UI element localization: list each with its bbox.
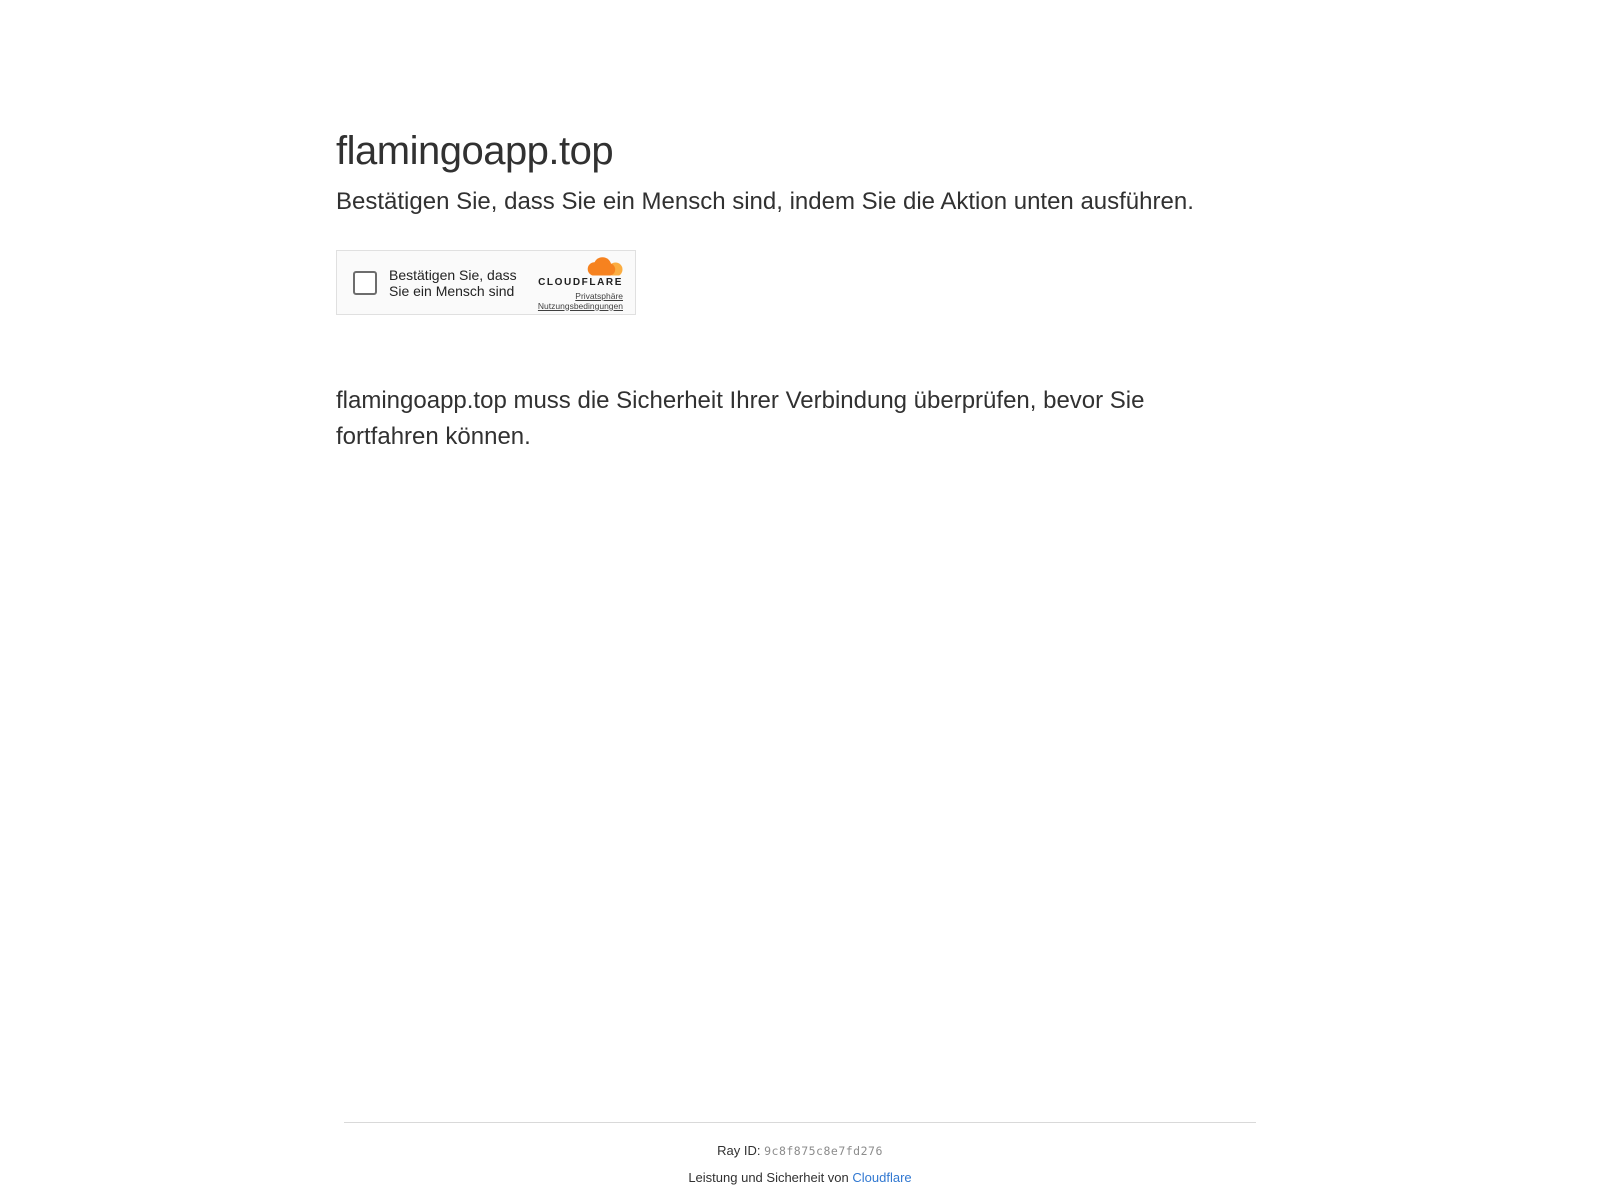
footer-divider — [344, 1122, 1256, 1123]
ray-id-value: 9c8f875c8e7fd276 — [764, 1144, 883, 1158]
terms-link[interactable]: Nutzungsbedingungen — [537, 300, 623, 311]
challenge-content — [320, 0, 1280, 455]
checkbox-label — [389, 267, 517, 299]
turnstile-widget — [336, 250, 636, 315]
ray-id-label: Ray ID: — [717, 1143, 761, 1158]
cloudflare-wordmark: CLOUDFLARE — [538, 276, 623, 288]
ray-id-line — [320, 1143, 1280, 1159]
verification-message — [336, 383, 1264, 455]
checkbox-group — [353, 267, 517, 299]
human-verification-checkbox[interactable] — [353, 271, 377, 295]
cloudflare-branding — [538, 255, 623, 311]
page-title: flamingoapp.top — [336, 129, 614, 173]
cloudflare-cloud-icon — [585, 257, 623, 276]
checkbox-label-line: Bestätigen Sie, dass — [389, 266, 517, 283]
verification-message-line: fortfahren können. — [336, 423, 531, 450]
challenge-footer — [320, 1122, 1280, 1186]
cloudflare-link[interactable]: Cloudflare — [852, 1170, 912, 1185]
attribution-text: Leistung und Sicherheit von — [688, 1170, 849, 1185]
checkbox-label-line: Sie ein Mensch sind — [389, 282, 515, 299]
attribution-line — [320, 1170, 1280, 1186]
challenge-subtitle: Bestätigen Sie, dass Sie ein Mensch sind, indem Sie die Aktion unten ausführen. — [336, 188, 1194, 215]
privacy-link[interactable]: Privatsphäre — [575, 290, 623, 301]
verification-message-line: flamingoapp.top muss die Sicherheit Ihrer Verbindung überprüfen, bevor Sie — [336, 387, 1145, 414]
